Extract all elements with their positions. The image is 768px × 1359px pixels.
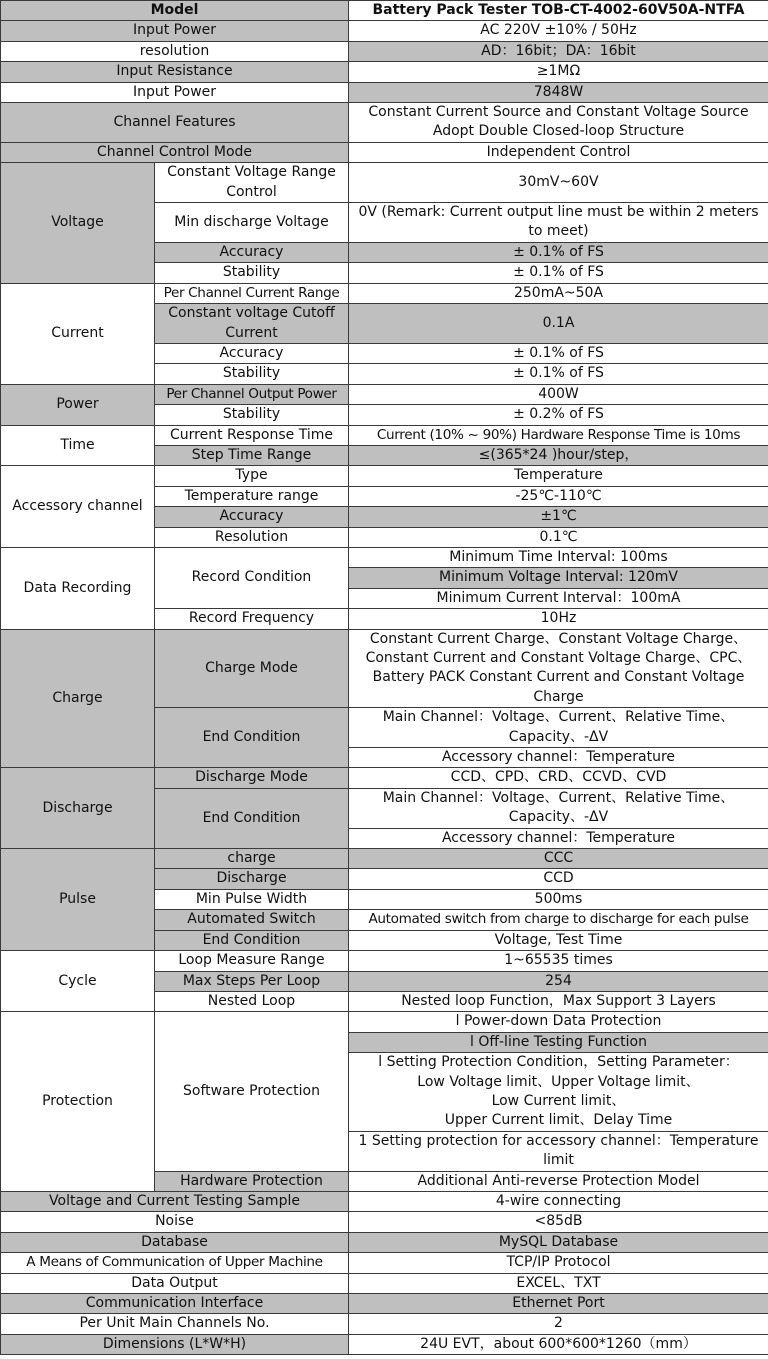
row-label: Accuracy: [155, 343, 349, 363]
row-label: Min Pulse Width: [155, 889, 349, 909]
table-row: [1, 21, 768, 41]
group-voltage: Voltage: [1, 163, 155, 283]
table-row: [1, 62, 768, 82]
row-label: Stability: [155, 364, 349, 384]
table-row: [1, 768, 768, 788]
row-value: 500ms: [349, 889, 768, 909]
group-protection: Protection: [1, 1012, 155, 1192]
row-value: ± 0.1% of FS: [349, 343, 768, 363]
line: Constant Current and Constant Voltage Charge、CPC、: [365, 650, 752, 666]
table-row: [1, 425, 768, 445]
row-value: CCD: [349, 869, 768, 889]
row-label: Stability: [155, 405, 349, 425]
row-label: Data Output: [1, 1273, 349, 1293]
row-value: Minimum Time Interval: 100ms: [349, 547, 768, 567]
row-label: Per Channel Output Power: [155, 384, 349, 404]
row-value: <85dB: [349, 1212, 768, 1232]
row-value: 0.1A: [349, 304, 768, 344]
row-value: -25℃-110℃: [349, 486, 768, 506]
table-row: [1, 1294, 768, 1314]
line: Constant Current Charge、Constant Voltage Charge、: [369, 630, 748, 647]
row-value: ± 0.1% of FS: [349, 263, 768, 283]
row-value: Temperature: [349, 466, 768, 486]
row-label: End Condition: [155, 788, 349, 848]
line: Charge: [533, 688, 584, 705]
row-value: 0.1℃: [349, 527, 768, 547]
row-label: Charge Mode: [155, 629, 349, 708]
row-value: [349, 629, 768, 708]
row-value: AC 220V ±10% / 50Hz: [349, 21, 768, 41]
table-row: [1, 1212, 768, 1232]
row-value: 250mA~50A: [349, 283, 768, 303]
table-row: [1, 1191, 768, 1211]
row-value: 400W: [349, 384, 768, 404]
row-value: l Power-down Data Protection: [349, 1012, 768, 1032]
row-label: Resolution: [155, 527, 349, 547]
row-value: Independent Control: [349, 142, 768, 162]
row-label: Accuracy: [155, 507, 349, 527]
row-value: [349, 708, 768, 748]
row-value: CCD、CPD、CRD、CCVD、CVD: [349, 768, 768, 788]
row-value: [349, 1131, 768, 1171]
table-row: [1, 547, 768, 567]
table-row: [1, 466, 768, 486]
row-label: Record Frequency: [155, 609, 349, 629]
row-value: Automated switch from charge to discharge for each pulse: [349, 910, 768, 930]
line: Control: [226, 183, 277, 200]
line: Constant Current Source and Constant Voltage Source: [368, 104, 749, 121]
row-label: Input Resistance: [1, 62, 349, 82]
row-value: [349, 103, 768, 143]
table-row: [1, 41, 768, 61]
line: Low Voltage limit、Upper Voltage limit、: [417, 1073, 700, 1090]
line: Low Current limit、: [491, 1092, 626, 1109]
group-pulse: Pulse: [1, 849, 155, 951]
row-label: Record Condition: [155, 547, 349, 608]
row-value: [349, 1053, 768, 1132]
row-value: 1~65535 times: [349, 951, 768, 971]
row-value: ± 0.2% of FS: [349, 405, 768, 425]
row-value: ± 0.1% of FS: [349, 364, 768, 384]
table-row: [1, 163, 768, 203]
table-row: [1, 82, 768, 102]
row-value: 2: [349, 1314, 768, 1334]
row-label: End Condition: [155, 930, 349, 950]
table-row: [1, 283, 768, 303]
row-value: 7848W: [349, 82, 768, 102]
table-row: [1, 849, 768, 869]
row-value: ±1℃: [349, 507, 768, 527]
row-label: Max Steps Per Loop: [155, 971, 349, 991]
row-value: Nested loop Function，Max Support 3 Layers: [349, 991, 768, 1011]
line: Current: [225, 324, 278, 341]
row-value: Minimum Voltage Interval: 120mV: [349, 568, 768, 588]
table-row: [1, 1314, 768, 1334]
line: 0V (Remark: Current output line must be within 2 meters: [358, 204, 759, 221]
row-label: Loop Measure Range: [155, 951, 349, 971]
row-label: Current Response Time: [155, 425, 349, 445]
row-value: ≤(365*24 )hour/step，: [349, 445, 768, 465]
row-label: Software Protection: [155, 1012, 349, 1171]
line: limit: [543, 1152, 574, 1169]
row-value: MySQL Database: [349, 1232, 768, 1252]
line: 1 Setting protection for accessory channel：Temperature: [358, 1132, 759, 1149]
row-label: charge: [155, 849, 349, 869]
line: Main Channel：Voltage、Current、Relative Time、: [382, 709, 735, 726]
line: Constant voltage Cutoff: [168, 305, 335, 322]
row-value: ≥1MΩ: [349, 62, 768, 82]
row-label: Nested Loop: [155, 991, 349, 1011]
row-label: Min discharge Voltage: [155, 203, 349, 243]
group-cycle: Cycle: [1, 951, 155, 1012]
row-label: Input Power: [1, 82, 349, 102]
group-power: Power: [1, 384, 155, 425]
table-row: [1, 629, 768, 708]
table-row: [1, 951, 768, 971]
row-value: Accessory channel：Temperature: [349, 748, 768, 768]
row-value: Current (10% ~ 90%) Hardware Response Time is 10ms: [349, 425, 768, 445]
row-label: Automated Switch: [155, 910, 349, 930]
table-row: [1, 1334, 768, 1354]
row-value: 30mV~60V: [349, 163, 768, 203]
row-label: Discharge Mode: [155, 768, 349, 788]
row-label: Step Time Range: [155, 445, 349, 465]
group-accessory: Accessory channel: [1, 466, 155, 548]
group-time: Time: [1, 425, 155, 466]
row-value: 4-wire connecting: [349, 1191, 768, 1211]
row-label: Type: [155, 466, 349, 486]
table-row: [1, 1253, 768, 1273]
line: Upper Current limit、Delay Time: [444, 1112, 673, 1129]
row-label: Channel Features: [1, 103, 349, 143]
row-value: CCC: [349, 849, 768, 869]
table-row: [1, 384, 768, 404]
row-label: Stability: [155, 263, 349, 283]
row-label: Dimensions (L*W*H): [1, 1334, 349, 1354]
row-value: TCP/IP Protocol: [349, 1253, 768, 1273]
row-label: End Condition: [155, 708, 349, 768]
row-value: 10Hz: [349, 609, 768, 629]
row-label: A Means of Communication of Upper Machine: [1, 1253, 349, 1273]
row-value: EXCEL、TXT: [349, 1273, 768, 1293]
line: Capacity、-ΔV: [508, 728, 609, 745]
header-row: [1, 1, 768, 21]
table-row: [1, 1232, 768, 1252]
line: to meet): [528, 223, 589, 240]
row-label: Database: [1, 1232, 349, 1252]
row-value: 254: [349, 971, 768, 991]
row-value: Minimum Current Interval：100mA: [349, 588, 768, 608]
line: Adopt Double Closed-loop Structure: [432, 123, 685, 140]
row-label: Communication Interface: [1, 1294, 349, 1314]
line: Main Channel：Voltage、Current、Relative Time、: [382, 789, 735, 806]
row-label: Accuracy: [155, 242, 349, 262]
row-label: resolution: [1, 41, 349, 61]
line: Constant Voltage Range: [167, 164, 336, 181]
line: Battery PACK Constant Current and Constant Voltage: [372, 669, 745, 686]
table-row: [1, 1273, 768, 1293]
row-value: l Off-line Testing Function: [349, 1032, 768, 1052]
row-label: [155, 304, 349, 344]
row-value: [349, 788, 768, 828]
header-model-value: Battery Pack Tester TOB-CT-4002-60V50A-NTFA: [349, 1, 768, 21]
row-value: Accessory channel：Temperature: [349, 828, 768, 848]
table-row: [1, 1012, 768, 1032]
group-charge: Charge: [1, 629, 155, 768]
line: Capacity、-ΔV: [508, 809, 609, 826]
row-label: Channel Control Mode: [1, 142, 349, 162]
row-value: [349, 203, 768, 243]
header-model: Model: [1, 1, 349, 21]
row-label: Temperature range: [155, 486, 349, 506]
group-data-recording: Data Recording: [1, 547, 155, 629]
row-label: Discharge: [155, 869, 349, 889]
group-current: Current: [1, 283, 155, 384]
line: l Setting Protection Condition，Setting Parameter：: [378, 1054, 739, 1071]
row-label: [155, 163, 349, 203]
row-value: ± 0.1% of FS: [349, 242, 768, 262]
row-label: Input Power: [1, 21, 349, 41]
row-value: AD：16bit；DA：16bit: [349, 41, 768, 61]
table-row: [1, 103, 768, 143]
row-label: Per Channel Current Range: [155, 283, 349, 303]
row-label: Hardware Protection: [155, 1171, 349, 1191]
row-value: 24U EVT，about 600*600*1260（mm）: [349, 1334, 768, 1354]
row-label: Noise: [1, 1212, 349, 1232]
row-value: Voltage, Test Time: [349, 930, 768, 950]
group-discharge: Discharge: [1, 768, 155, 849]
row-label: Voltage and Current Testing Sample: [1, 1191, 349, 1211]
row-label: Per Unit Main Channels No.: [1, 1314, 349, 1334]
row-value: Additional Anti-reverse Protection Model: [349, 1171, 768, 1191]
table-row: [1, 142, 768, 162]
row-value: Ethernet Port: [349, 1294, 768, 1314]
